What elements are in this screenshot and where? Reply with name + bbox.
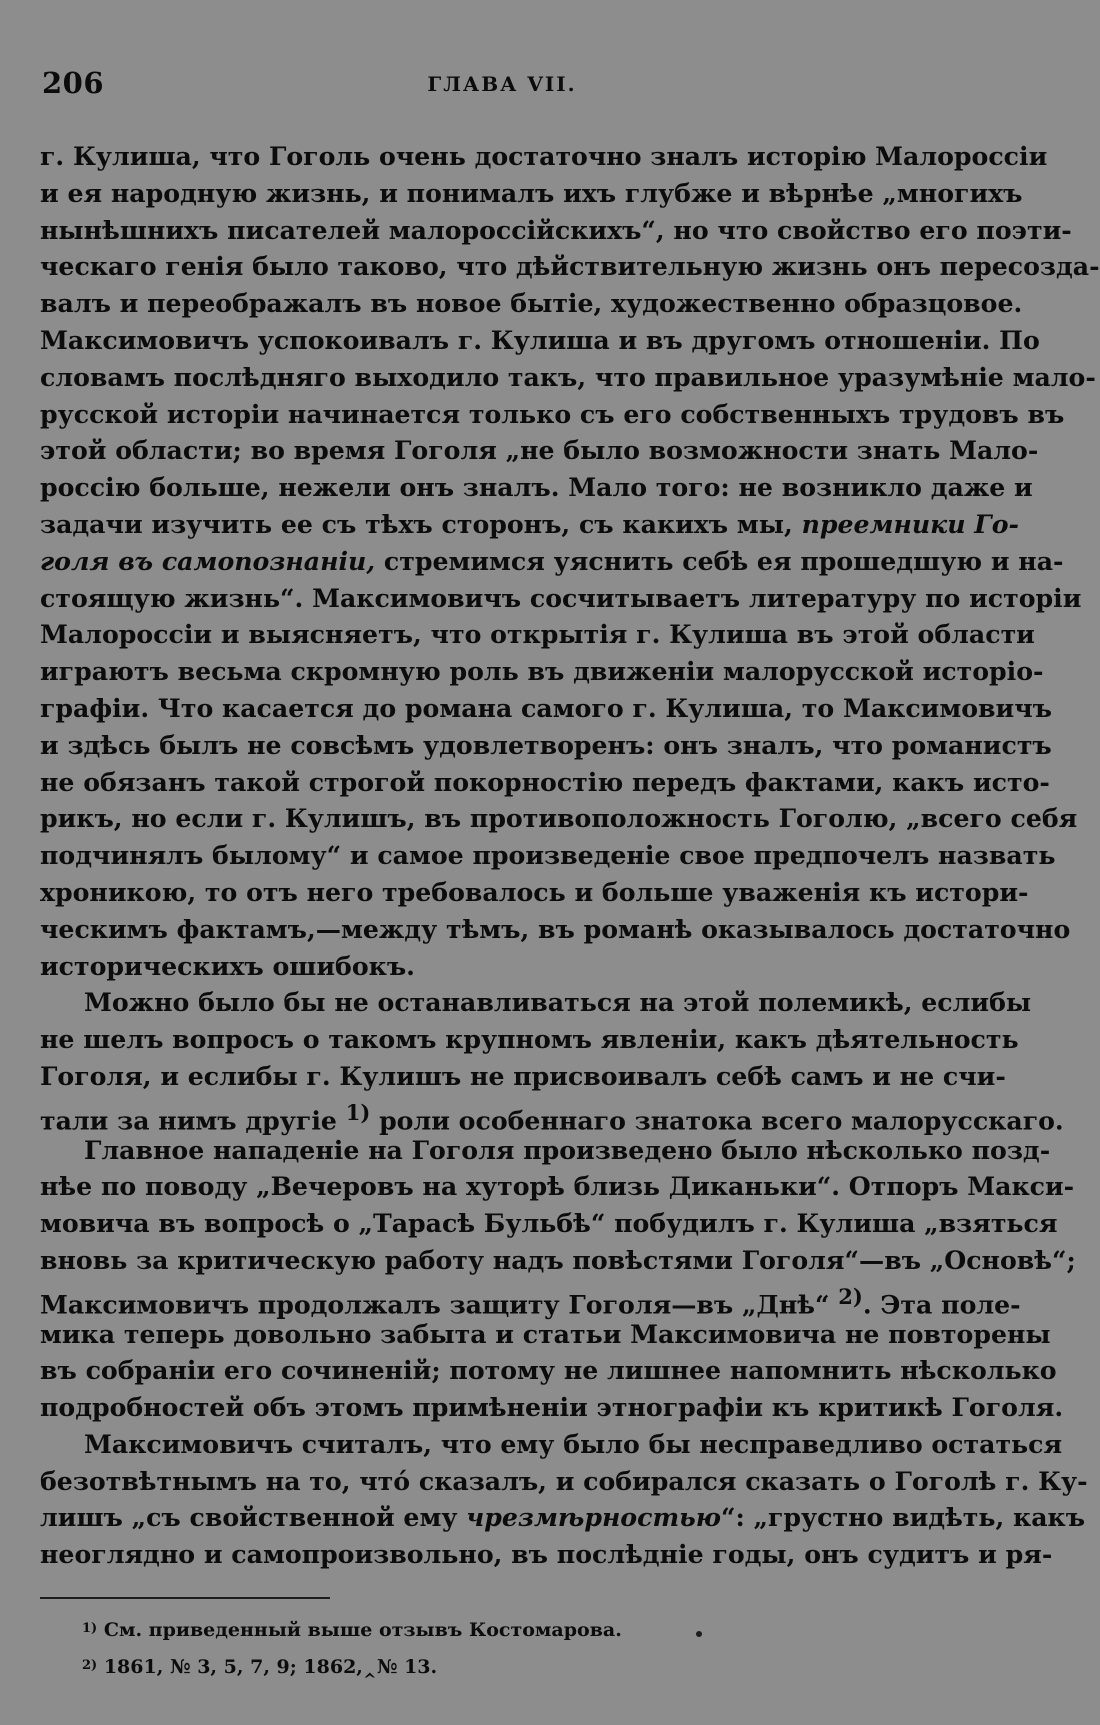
text-line: россію больше, нежели онъ зналъ. Мало того: не возникло даже и	[40, 472, 1033, 503]
text-line: мика теперь довольно забыта и статьи Максимовича не повторены	[40, 1318, 1051, 1349]
text-line: г. Кулиша, что Гоголь очень достаточно зналъ исторію Малороссіи	[40, 141, 1048, 171]
text-line: нынѣшнихъ писателей малороссійскихъ“, но что свойство его поэти-	[40, 214, 1072, 245]
text-line: историческихъ ошибокъ.	[40, 950, 415, 981]
text-line: не шелъ вопросъ о такомъ крупномъ явленіи, какъ дѣятельность	[40, 1024, 1019, 1055]
text-line	[40, 1499, 1086, 1536]
ink-speck	[696, 1631, 702, 1637]
text-line	[40, 1095, 1064, 1136]
text-line: рикъ, но если г. Кулишъ, въ противоположность Гоголю, „всего себя	[40, 803, 1078, 834]
body-text	[40, 138, 1100, 1573]
text-line: Главное нападеніе на Гоголя произведено было нѣсколько позд-	[84, 1134, 1051, 1165]
text-line: и ея народную жизнь, и понималъ ихъ глубже и вѣрнѣе „многихъ	[40, 177, 1023, 208]
text-line: подчинялъ былому“ и самое произведеніе свое предпочелъ назвать	[40, 840, 1056, 871]
text-line: ческимъ фактамъ,—между тѣмъ, въ романѣ оказывалось достаточно	[40, 913, 1071, 944]
text-line: неоглядно и самопроизвольно, въ послѣдніе годы, онъ судитъ и ря-	[40, 1539, 1053, 1570]
text-segment: Максимовичъ продолжалъ защиту Гоголя—въ „Днѣ“	[40, 1289, 830, 1320]
text-line: въ собраніи его сочиненій; потому не лишнее напомнить нѣсколько	[40, 1355, 1057, 1386]
text-line: Максимовичъ считалъ, что ему было бы несправедливо остаться	[84, 1428, 1063, 1459]
footnote-1	[82, 1612, 962, 1649]
italic-phrase: преемники Го-	[801, 508, 1019, 539]
text-line: Гоголя, и еслибы г. Кулишъ не присвоивалъ себѣ самъ и не счи-	[40, 1060, 1006, 1091]
text-line: Максимовичъ успокоивалъ г. Кулиша и въ другомъ отношеніи. По	[40, 324, 1040, 355]
footnote-reference: 1)	[345, 1099, 371, 1125]
text-line	[40, 543, 1064, 580]
text-segment: роли особеннаго знатока всего малорусскаго.	[379, 1105, 1064, 1136]
footnotes	[82, 1612, 962, 1686]
text-line: валъ и переображалъ въ новое бытіе, художественно образцовое.	[40, 288, 1023, 319]
page-number: 206	[42, 66, 105, 100]
text-line: не обязанъ такой строгой покорностію передъ фактами, какъ исто-	[40, 766, 1050, 797]
text-line: безотвѣтнымъ на то, что́ сказалъ, и собирался сказать о Гоголѣ г. Ку-	[40, 1465, 1088, 1496]
text-line: вновь за критическую работу надъ повѣстями Гоголя“—въ „Основѣ“;	[40, 1244, 1076, 1275]
text-segment: задачи изучить ее съ тѣхъ сторонъ, съ какихъ мы,	[40, 508, 793, 539]
italic-phrase: чрезмѣрностью	[466, 1502, 721, 1533]
text-line: и здѣсь былъ не совсѣмъ удовлетворенъ: онъ зналъ, что романистъ	[40, 729, 1052, 760]
text-line: играютъ весьма скромную роль въ движеніи малорусской исторіо-	[40, 656, 1044, 687]
text-line: стоящую жизнь“. Максимовичъ сосчитываетъ литературу по исторіи	[40, 582, 1082, 613]
text-segment: “: „грустно видѣть, какъ	[720, 1502, 1086, 1533]
footnote-reference: 2)	[838, 1283, 863, 1309]
text-line: словамъ послѣдняго выходило такъ, что правильное уразумѣніе мало-	[40, 361, 1096, 392]
footnote-mark: 2)	[82, 1658, 98, 1673]
text-line: мовича въ вопросѣ о „Тарасѣ Бульбѣ“ побудилъ г. Кулиша „взяться	[40, 1208, 1058, 1239]
text-line: ческаго генія было таково, что дѣйствительную жизнь онъ пересозда-	[40, 251, 1100, 282]
text-line: этой области; во время Гоголя „не было возможности знать Мало-	[40, 435, 1039, 466]
footnote-2	[82, 1649, 962, 1686]
text-line: нѣе по поводу „Вечеровъ на хуторѣ близь Диканьки“. Отпоръ Макси-	[40, 1171, 1075, 1202]
text-segment: лишъ „съ свойственной ему	[40, 1502, 458, 1533]
text-segment: тали за нимъ другіе	[40, 1105, 337, 1136]
footnote-divider	[40, 1597, 330, 1599]
text-line: русской исторіи начинается только съ его собственныхъ трудовъ въ	[40, 398, 1065, 429]
text-line: графіи. Что касается до романа самого г. Кулиша, то Максимовичъ	[40, 692, 1052, 723]
text-line: хроникою, то отъ него требовалось и больше уваженія къ истори-	[40, 876, 1029, 907]
footnote-mark: 1)	[82, 1621, 98, 1636]
footnote-text: См. приведенный выше отзывъ Костомарова.	[103, 1619, 622, 1641]
page-header	[42, 66, 962, 106]
text-line: Можно было бы не останавливаться на этой полемикѣ, еслибы	[84, 987, 1032, 1018]
text-line	[40, 506, 1019, 543]
text-line	[40, 1279, 1021, 1320]
text-line: Малороссіи и выясняетъ, что открытія г. Кулиша въ этой области	[40, 619, 1035, 650]
text-segment: стремимся уяснить себѣ ея прошедшую и на-	[383, 545, 1064, 576]
running-head: ГЛАВА VII.	[427, 72, 577, 96]
italic-phrase: голя въ самопознаніи,	[40, 545, 376, 576]
text-line: подробностей объ этомъ примѣненіи этнографіи къ критикѣ Гоголя.	[40, 1392, 1064, 1423]
footnote-text: 1861, № 3, 5, 7, 9; 1862,‸№ 13.	[103, 1656, 438, 1678]
text-segment: . Эта поле-	[862, 1289, 1021, 1320]
